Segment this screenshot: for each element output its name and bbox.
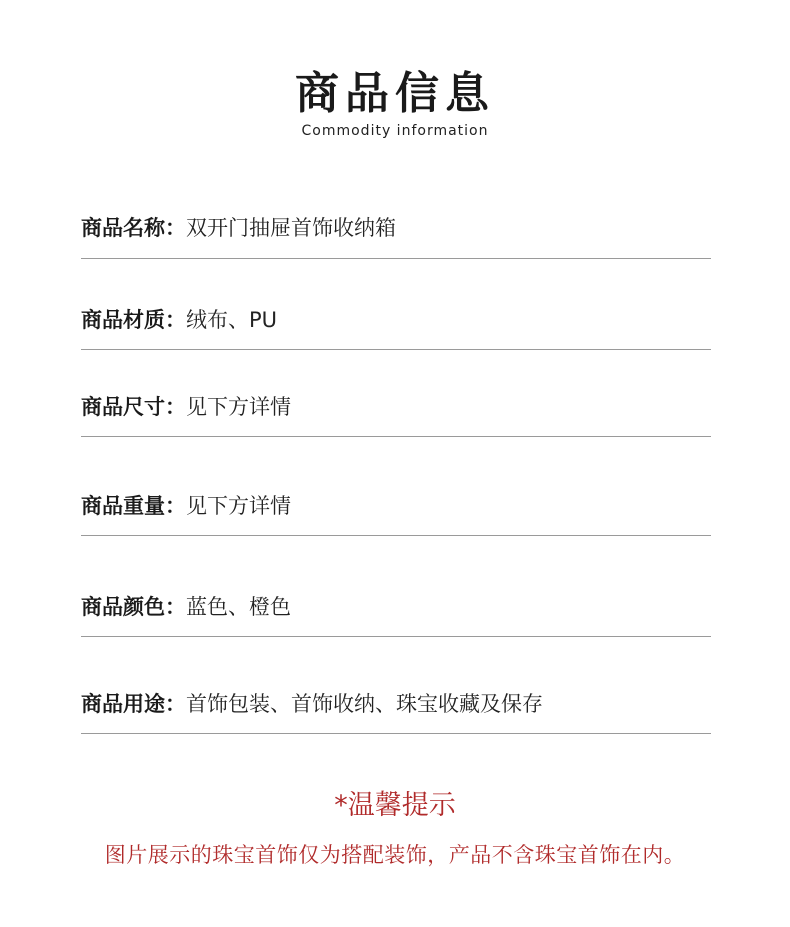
info-row-usage: [81, 689, 711, 719]
divider: [81, 349, 711, 350]
info-row-material: [81, 305, 711, 335]
divider: [81, 436, 711, 437]
row-label: 商品材质：: [81, 308, 186, 332]
divider: [81, 636, 711, 637]
divider: [81, 733, 711, 734]
row-label: 商品尺寸：: [81, 395, 186, 419]
notice-text: 图片展示的珠宝首饰仅为搭配装饰，产品不含珠宝首饰在内。: [104, 843, 686, 867]
notice-title: *温馨提示: [334, 790, 456, 821]
row-value: 蓝色、橙色: [186, 595, 291, 619]
page-header: [0, 68, 790, 140]
row-label: 商品颜色：: [81, 595, 186, 619]
row-value: 见下方详情: [186, 395, 291, 419]
page-subtitle: Commodity information: [301, 123, 489, 139]
row-value: 双开门抽屉首饰收纳箱: [186, 216, 396, 240]
page-title: 商品信息: [295, 68, 495, 119]
info-row-color: [81, 592, 711, 622]
divider: [81, 258, 711, 259]
info-row-name: [81, 213, 711, 243]
row-value: 绒布、PU: [186, 308, 278, 332]
row-value: 见下方详情: [186, 494, 291, 518]
info-row-size: [81, 392, 711, 422]
row-value: 首饰包装、首饰收纳、珠宝收藏及保存: [186, 692, 543, 716]
row-label: 商品重量：: [81, 494, 186, 518]
info-row-weight: [81, 491, 711, 521]
divider: [81, 535, 711, 536]
row-label: 商品用途：: [81, 692, 186, 716]
row-label: 商品名称：: [81, 216, 186, 240]
